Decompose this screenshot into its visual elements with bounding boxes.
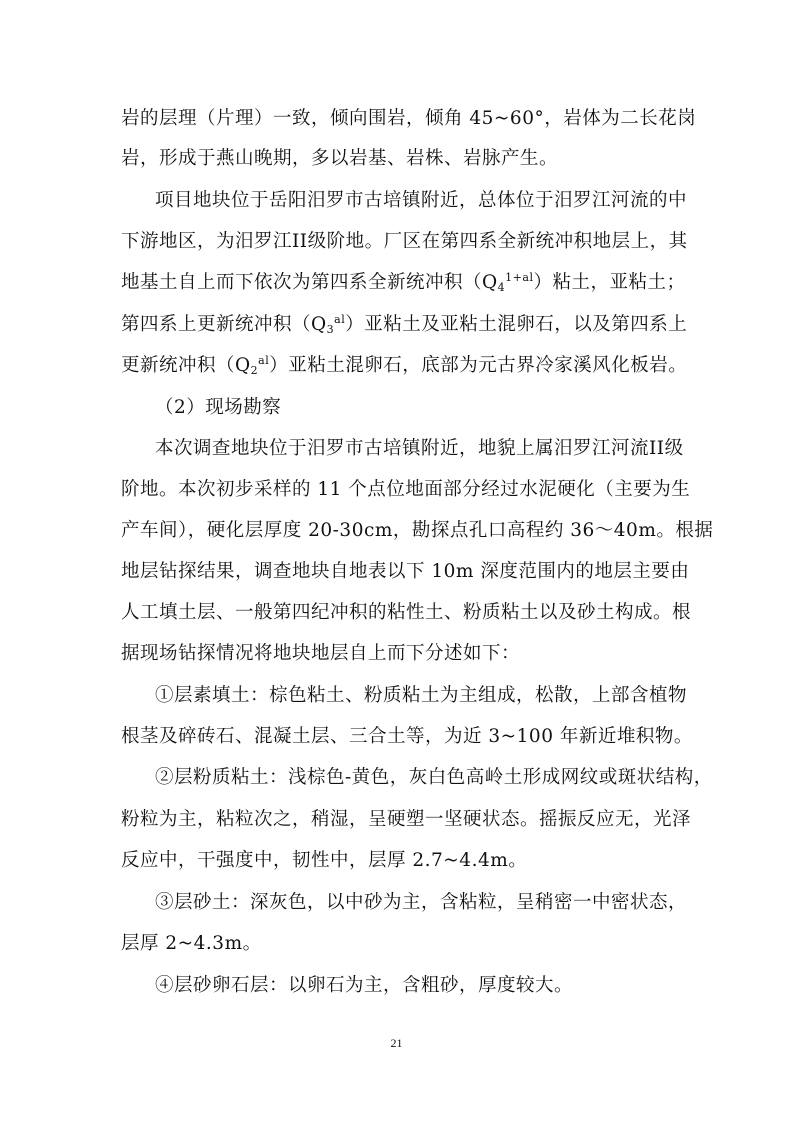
text-line: 粉粒为主，粘粒次之，稍湿，呈硬塑一坚硬状态。摇振反应无，光泽 (121, 809, 692, 830)
text-line: 岩，形成于燕山晚期，多以岩基、岩株、岩脉产生。 (121, 148, 559, 169)
text-line: 项目地块位于岳阳汨罗市古培镇附近，总体位于汨罗江河流的中 (155, 190, 688, 211)
text-line: 本次调查地块位于汨罗市古培镇附近，地貌上属汨罗江河流II级 (155, 438, 684, 459)
text-line: 据现场钻探情况将地块地层自上而下分述如下： (121, 643, 521, 664)
text-line: 产车间），硬化层厚度 20-30cm，勘探点孔口高程约 36～40m。根据 (121, 520, 714, 541)
text-line: ①层素填土：棕色粘土、粉质粘土为主组成，松散，上部含植物 (155, 685, 688, 706)
text-line: ②层粉质粘土：浅棕色-黄色，灰白色高岭土形成网纹或斑状结构， (155, 767, 713, 788)
text-line: 阶地。本次初步采样的 11 个点位地面部分经过水泥硬化（主要为生 (121, 479, 691, 500)
text-line-with-formula: 第四系上更新统冲积$(Q_3^{al})$亚粘土及亚粘土混卵石，以及第四系上 (121, 313, 688, 336)
text-line: 岩的层理（片理）一致，倾向围岩，倾角 45~60°，岩体为二长花岗 (121, 108, 697, 129)
text-line: ④层砂卵石层：以卵石为主，含粗砂，厚度较大。 (155, 975, 574, 996)
text-line-with-formula: 更新统冲积$(Q_2^{al})$亚粘土混卵石，底部为元古界冷家溪风化板岩。 (121, 354, 688, 377)
text-line: 根茎及碎砖石、混凝土层、三合土等，为近 3~100 年新近堆积物。 (121, 726, 693, 747)
text-line: 下游地区，为汨罗江II级阶地。厂区在第四系全新统冲积地层上，其 (121, 231, 688, 252)
section-heading: （2）现场勘察 (155, 397, 282, 418)
text-line: 人工填土层、一般第四纪冲积的粘性土、粉质粘土以及砂土构成。根 (121, 602, 692, 623)
page-number: 21 (390, 1036, 403, 1050)
text-line: 反应中，干强度中，韧性中，层厚 2.7~4.4m。 (121, 850, 528, 871)
text-line: 层厚 2~4.3m。 (121, 933, 262, 954)
text-line: ③层砂土：深灰色，以中砂为主，含粘粒，呈稍密一中密状态， (155, 892, 688, 913)
text-line-with-formula: 地基土自上而下依次为第四系全新统冲积$(Q_4^{1+al})$粘土，亚粘土； (121, 271, 686, 294)
text-line: 地层钻探结果，调查地块自地表以下 10m 深度范围内的地层主要由 (121, 561, 690, 582)
